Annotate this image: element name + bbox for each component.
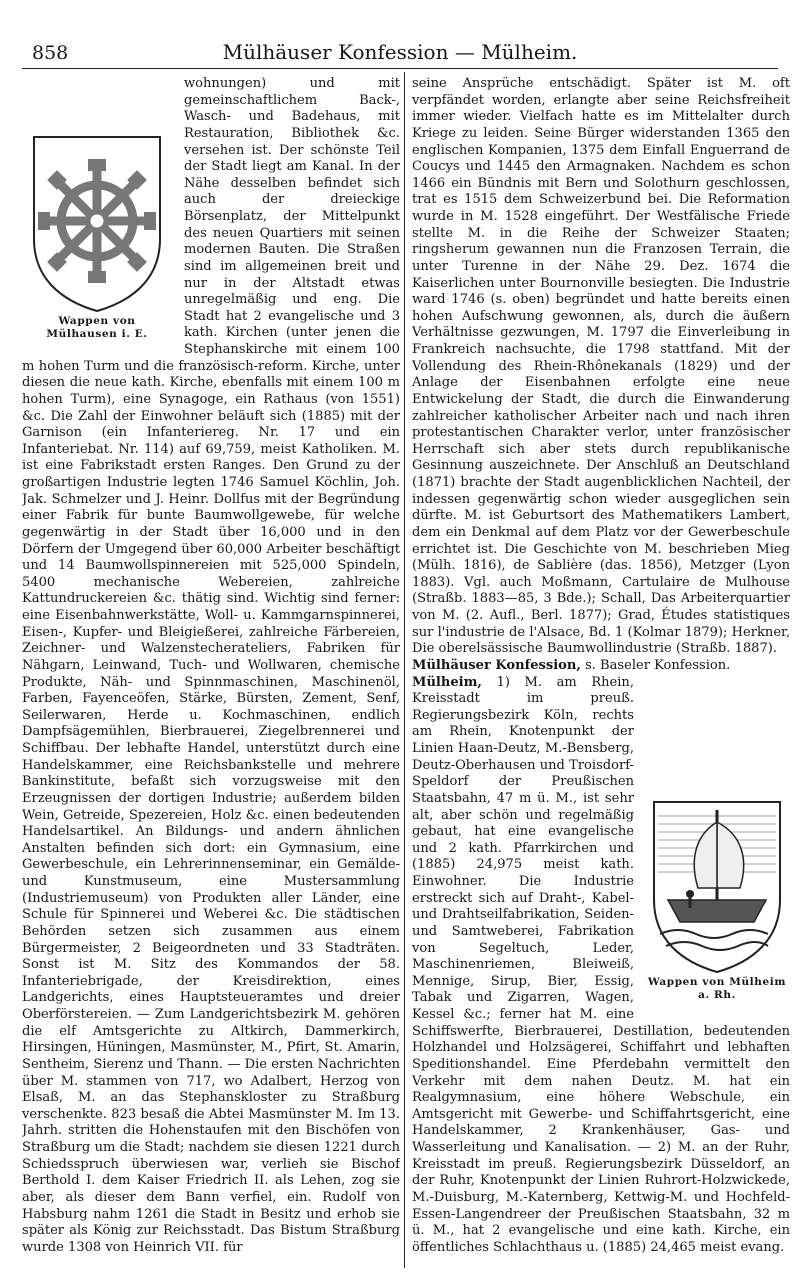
entry-text: s. Baseler Konfession. <box>585 657 731 673</box>
right-column-text-1: seine Ansprüche entschädigt. Später ist M. oft verpfändet worden, erlangte aber seine Reichsfreiheit immer wieder. Vielfach hatte es im Mittelalter durch Kriege zu leiden. Seine Bürger widerstanden 1365 den englischen Kompanien, 1375 dem Einfall Enguerrand de Coucys und 1445 den Armagnaken. Nachdem es schon 1466 ein Bündnis mit Bern und Solothurn geschlossen, trat es 1515 dem Schweizerbund bei. Die Reformation wurde in M. 1528 eingeführt. Der Westfälische Friede stellte M. in die Reihe der Schweizer Staaten; ringsherum gewannen nun die Franzosen Terrain, die unter Turenne in der Nähe 29. Dez. 1674 die Kaiserlichen unter Bournonville besiegten. Die Industrie ward 1746 (s. oben) begründet und hatte bereits einen hohen Aufschwung gewonnen, als, durch die äußern Verhältnisse gezwungen, M. 1797 die Einverleibung in Frankreich nachsuchte, die 1798 stattfand. Mit der Vollendung des Rhein-Rhônekanals (1829) und der Anlage der Eisenbahnen erfolgte eine neue Entwickelung der Stadt, die durch die Einwanderung zahlreicher katholischer Arbeiter nach und nach ihren protestantischen Charakter verlor, unter französischer Herrschaft sich aber stets durch republikanische Gesinnung auszeichnete. Der Anschluß an Deutschland (1871) brachte der Stadt augenblicklichen Nachteil, der indessen gegenwärtig schon wieder ausgeglichen sein dürfte. M. ist Geburtsort des Mathematikers Lambert, dem ein Denkmal auf dem Platz vor der Gewerbeschule errichtet ist. Die Geschichte von M. beschrieben Mieg (Mülh. 1816), de Sablière (das. 1856), Metzger (Lyon 1883). Vgl. auch Moßmann, Cartulaire de Mulhouse (Straßb. 1883—85, 3 Bde.); Schall, Das Arbeiterquartier von M. (2. Aufl., Berl. 1877); Grad, Études statistiques sur l'industrie de l'Alsace, Bd. 1 (Kolmar 1879); Herkner, Die oberelsässische Baumwollindustrie (Straßb. 1887). <box>412 76 790 657</box>
page-header <box>22 34 778 64</box>
coat-of-arms-ship-icon <box>644 796 790 976</box>
entry-headword: Mülheim, <box>412 674 482 690</box>
figure-caption-right: Wappen von Mülheim a. Rh. <box>647 975 787 1001</box>
header-rule <box>22 68 778 69</box>
coat-of-arms-figure-right <box>644 796 790 1006</box>
entry-muelhaeuser-konfession <box>412 658 790 675</box>
page-number: 858 <box>32 42 69 64</box>
coat-of-arms-mill-wheel-icon <box>22 129 172 315</box>
column-divider <box>404 72 405 1268</box>
running-title: Mülhäuser Konfession — Mülheim. <box>222 40 578 64</box>
left-column-text: wohnungen) und mit gemeinschaftlichem Back-, Wasch- und Badehaus, mit Restauration, Bibliothek &c. versehen ist. Der schönste Teil der Stadt liegt am Kanal. In der Nähe desselben befindet sich auch der dreieckige Börsenplatz, der Mittelpunkt des neuen Quartiers mit seinen modernen Bauten. Die Straßen sind im allgemeinen breit und nur in der Altstadt etwas unregelmäßig und eng. Die Stadt hat 2 evangelische und 3 kath. Kirchen (unter jenen die Stephanskirche mit einem 100 m hohen Turm und die französisch-reform. Kirche, unter diesen die neue kath. Kirche, ebenfalls mit einem 100 m hohen Turm), eine Synagoge, ein Rathaus (von 1551) &c. Die Zahl der Einwohner beläuft sich (1885) mit der Garnison (ein Infanteriereg. Nr. 17 und ein Infanteriebat. Nr. 114) auf 69,759, meist Katholiken. M. ist eine Fabrikstadt ersten Ranges. Den Grund zu der großartigen Industrie legten 1746 Samuel Köchlin, Joh. Jak. Schmelzer und J. Heinr. Dollfus mit der Begründung einer Fabrik für bunte Baumwollgewebe, für welche gegenwärtig in der Stadt über 16,000 und in den Dörfern der Umgegend über 60,000 Arbeiter beschäftigt und 14 Baumwollspinnereien mit 525,000 Spindeln, 5400 mechanische Webereien, zahlreiche Kattundruckereien &c. thätig sind. Wichtig sind ferner: eine Eisenbahnwerkstätte, Woll- u. Kammgarnspinnerei, Eisen-, Kupfer- und Bleigießerei, zahlreiche Färbereien, Zeichner- und Walzenstecherateliers, Fabriken für Nähgarn, Leinwand, Tuch- und Wollwaren, chemische Produkte, Näh- und Spinnmaschinen, Maschinenöl, Farben, Fayenceöfen, Stärke, Bürsten, Zement, Senf, Seilerwaren, Herde u. Kochmaschinen, endlich Dampfsägemühlen, Bierbrauerei, Ziegelbrennerei und Schiffbau. Der lebhafte Handel, unterstützt durch eine Handelskammer, eine Reichsbankstelle und mehrere Bankinstitute, befaßt sich vorzugsweise mit den Erzeugnissen der dortigen Industrie; außerdem bilden Wein, Getreide, Spezereien, Holz &c. einen bedeutenden Handelsartikel. An Bildungs- und andern ähnlichen Anstalten befinden sich dort: ein Gymnasium, eine Gewerbeschule, ein Lehrerinnenseminar, ein Gemälde- und Kunstmuseum, eine Mustersammlung (Industriemuseum) von Produkten aller Länder, eine Schule für Spinnerei und Weberei &c. Die städtischen Behörden setzen sich zusammen aus einem Bürgermeister, 2 Beigeordneten und 33 Stadträten. Sonst ist M. Sitz des Kommandos der 58. Infanteriebrigade, der Kreisdirektion, eines Landgerichts, eines Hauptsteueramtes und dreier Oberförstereien. — Zum Landgerichtsbezirk M. gehören die elf Amtsgerichte zu Altkirch, Dammerkirch, Hirsingen, Hüningen, Masmünster, M., Pfirt, St. Amarin, Sentheim, Sierenz und Thann. — Die ersten Nachrichten über M. stammen von 717, wo Adalbert, Herzog von Elsaß, M. an das Stephanskloster zu Straßburg verschenkte. 823 besaß die Abtei Masmünster M. Im 13. Jahrh. stritten die Hohenstaufen mit den Bischöfen von Straßburg um die Stadt; nachdem sie diesen 1221 durch Schiedsspruch überwiesen war, verlieh sie Bischof Berthold I. dem Kaiser Friedrich II. als Lehen, zog sie aber, als dieser dem Bann verfiel, ein. Rudolf von Habsburg nahm 1261 die Stadt in Besitz und erhob sie später als König zur Reichsstadt. Das Bistum Straßburg wurde 1308 von Heinrich VII. für <box>22 76 400 1255</box>
entry-text: 1) M. am Rhein, Kreisstadt im preuß. Regierungsbezirk Köln, rechts am Rhein, Knotenpunkt der Linien Haan-Deutz, M.-Bensberg, Deutz-Oberhausen und Troisdorf-Speldorf der Preußischen Staatsbahn, 47 m ü. M., ist sehr alt, aber schön und regelmäßig gebaut, hat eine evangelische und 2 kath. Pfarrkirchen und (1885) 24,975 meist kath. Einwohner. Die Industrie erstreckt sich auf Draht-, Kabel- und Drahtseilfabrikation, Seiden- und Samtweberei, Fabrikation von Segeltuch, Leder, Maschinenriemen, Bleiweiß, Mennige, Sirup, Bier, Essig, Tabak und Zigarren, Wagen, Kessel &c.; ferner hat M. eine Schiffswerfte, Bierbrauerei, Destillation, bedeutenden Holzhandel und Holzsägerei, Schiffahrt und lebhaften Speditionshandel. Eine Pferdebahn vermittelt den Verkehr mit dem nahen Deutz. M. hat ein Realgymnasium, eine höhere Webschule, ein Amtsgericht mit Gewerbe- und Schiffahrtsgericht, eine Handelskammer, 2 Krankenhäuser, Gas- und Wasserleitung und Kanalisation. — 2) M. an der Ruhr, Kreisstadt im preuß. Regierungsbezirk Düsseldorf, an der Ruhr, Knotenpunkt der Linien Ruhrort-Holzwickede, M.-Duisburg, M.-Katernberg, Kettwig-M. und Hochfeld-Essen-Langendreer der Preußischen Staatsbahn, 32 m ü. M., hat 2 evangelische und eine kath. Kirche, ein öffentliches Schlachthaus u. (1885) 24,465 meist evang. <box>412 674 790 1255</box>
coat-of-arms-figure-left <box>22 129 172 345</box>
left-column <box>22 76 400 1264</box>
figure-caption-left: Wappen von Mülhausen i. E. <box>46 315 148 340</box>
right-column <box>412 76 790 1264</box>
entry-headword: Mülhäuser Konfession, <box>412 657 581 673</box>
